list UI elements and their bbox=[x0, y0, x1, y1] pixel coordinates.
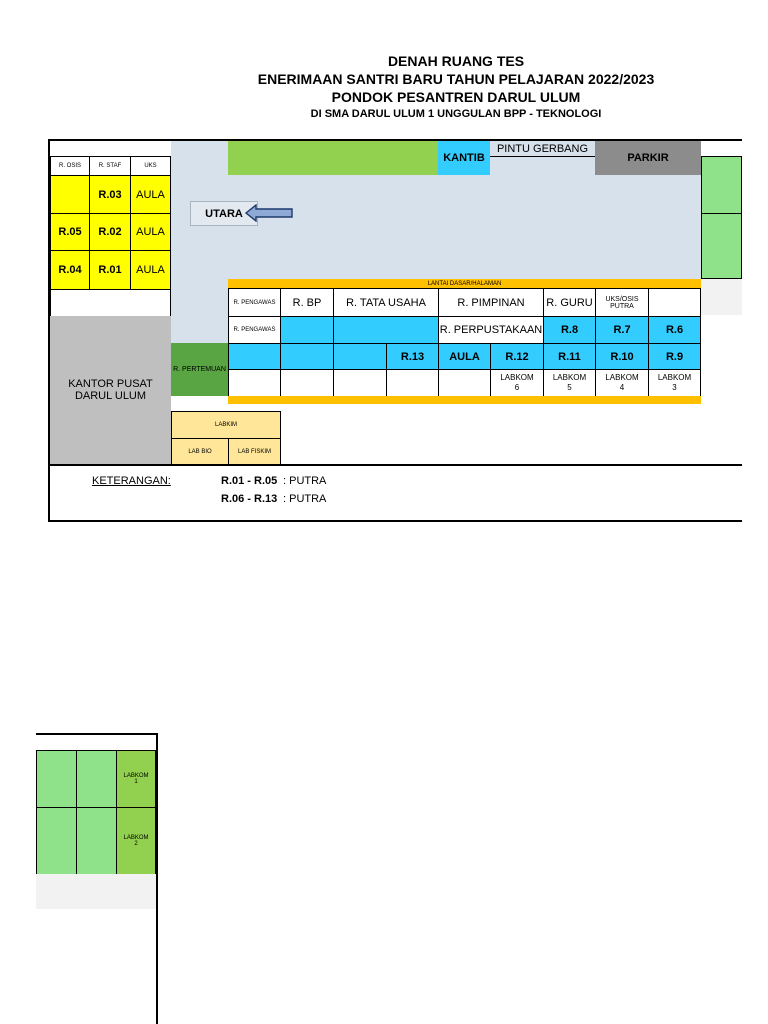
row4-empty-1 bbox=[228, 369, 281, 397]
header-r-staf: R. STAF bbox=[89, 156, 131, 176]
right-gray-block bbox=[701, 279, 742, 315]
row3-blue-1 bbox=[228, 343, 281, 370]
floor-label: LANTAI DASAR/HALAMAN bbox=[228, 279, 701, 288]
labkom-5: LABKOM 5 bbox=[543, 369, 596, 397]
labkom-2: LABKOM 2 bbox=[116, 807, 156, 875]
room-aula-3: AULA bbox=[130, 250, 171, 290]
uks-osis-putra: UKS/OSIS PUTRA bbox=[595, 288, 649, 317]
r-pengawas-1: R. PENGAWAS bbox=[228, 288, 281, 317]
room-empty-yellow bbox=[50, 175, 90, 214]
r-perpustakaan: R. PERPUSTAKAAN bbox=[438, 316, 544, 344]
title-line-2: ENERIMAAN SANTRI BARU TAHUN PELAJARAN 2022/2023 bbox=[257, 71, 655, 87]
header-uks: UKS bbox=[130, 156, 171, 176]
lab-fiskim: LAB FISKIM bbox=[228, 438, 281, 465]
title-line-3: PONDOK PESANTREN DARUL ULUM bbox=[331, 89, 581, 105]
room-r7: R.7 bbox=[595, 316, 649, 344]
r-pimpinan: R. PIMPINAN bbox=[438, 288, 544, 317]
row2-blue-1 bbox=[280, 316, 334, 344]
room-r02: R.02 bbox=[89, 213, 131, 251]
row2-blue-2 bbox=[333, 316, 439, 344]
row4-empty-4 bbox=[386, 369, 439, 397]
r-tata-usaha: R. TATA USAHA bbox=[333, 288, 439, 317]
page2-green-2b bbox=[76, 807, 117, 875]
room-r6: R.6 bbox=[648, 316, 701, 344]
north-label: UTARA bbox=[205, 207, 243, 220]
row4-empty-3 bbox=[333, 369, 387, 397]
room-aula-2: AULA bbox=[130, 213, 171, 251]
lab-bio: LAB BIO bbox=[171, 438, 229, 465]
room-r9: R.9 bbox=[648, 343, 701, 370]
room-aula-main: AULA bbox=[438, 343, 491, 370]
page2-right-line bbox=[156, 733, 158, 1024]
legend-range-1: R.01 - R.05 bbox=[221, 475, 278, 487]
r-guru: R. GURU bbox=[543, 288, 596, 317]
r-bp: R. BP bbox=[280, 288, 334, 317]
green-field bbox=[228, 141, 438, 175]
room-r13: R.13 bbox=[386, 343, 439, 370]
legend-desc-1: : PUTRA bbox=[283, 475, 327, 487]
gate-line bbox=[490, 156, 595, 157]
room-r04: R.04 bbox=[50, 250, 90, 290]
page2-green-1b bbox=[76, 750, 117, 808]
row3-blue-3 bbox=[333, 343, 387, 370]
right-green-block-2 bbox=[701, 213, 742, 279]
room-r12: R.12 bbox=[490, 343, 544, 370]
page2-top-line bbox=[36, 733, 158, 735]
frame-bottom-line bbox=[48, 520, 742, 522]
title-line-1: DENAH RUANG TES bbox=[387, 53, 525, 69]
r-pertemuan-label: R. PERTEMUAN bbox=[173, 366, 226, 373]
row1-empty bbox=[648, 288, 701, 317]
r-pengawas-2: R. PENGAWAS bbox=[228, 316, 281, 344]
kantor-pusat-label: KANTOR PUSAT DARUL ULUM bbox=[68, 378, 153, 402]
page2-green-2a bbox=[36, 807, 77, 875]
labkom-4: LABKOM 4 bbox=[595, 369, 649, 397]
gate-label: PINTU GERBANG bbox=[496, 142, 589, 155]
frame-mid-line bbox=[48, 464, 742, 466]
row4-empty-2 bbox=[280, 369, 334, 397]
page2-gray-block bbox=[36, 874, 156, 909]
labkom-6: LABKOM 6 bbox=[490, 369, 544, 397]
page2-green-1a bbox=[36, 750, 77, 808]
kantib-room: KANTIB bbox=[438, 141, 490, 175]
labkim: LABKIM bbox=[171, 411, 281, 439]
title-line-4: DI SMA DARUL ULUM 1 UNGGULAN BPP - TEKNOLOGI bbox=[310, 108, 602, 120]
labkom-3: LABKOM 3 bbox=[648, 369, 701, 397]
legend-range-2: R.06 - R.13 bbox=[221, 493, 278, 505]
north-arrow-icon bbox=[244, 204, 296, 222]
parkir-area: PARKIR bbox=[595, 141, 701, 175]
right-green-block-1 bbox=[701, 156, 742, 214]
room-aula-1: AULA bbox=[130, 175, 171, 214]
legend-title: KETERANGAN: bbox=[92, 475, 171, 487]
room-r03: R.03 bbox=[89, 175, 131, 214]
room-r11: R.11 bbox=[543, 343, 596, 370]
room-r05: R.05 bbox=[50, 213, 90, 251]
courtyard-strip bbox=[171, 279, 228, 343]
row3-blue-2 bbox=[280, 343, 334, 370]
header-r-osis: R. OSIS bbox=[50, 156, 90, 176]
room-r8: R.8 bbox=[543, 316, 596, 344]
legend-desc-2: : PUTRA bbox=[283, 493, 327, 505]
row4-empty-5 bbox=[438, 369, 491, 397]
floor-bottom-bar bbox=[228, 396, 701, 404]
r-pertemuan bbox=[171, 343, 228, 396]
room-r01: R.01 bbox=[89, 250, 131, 290]
room-r10: R.10 bbox=[595, 343, 649, 370]
kantor-pusat bbox=[50, 316, 171, 464]
left-empty-row bbox=[50, 289, 171, 317]
labkom-1: LABKOM 1 bbox=[116, 750, 156, 808]
